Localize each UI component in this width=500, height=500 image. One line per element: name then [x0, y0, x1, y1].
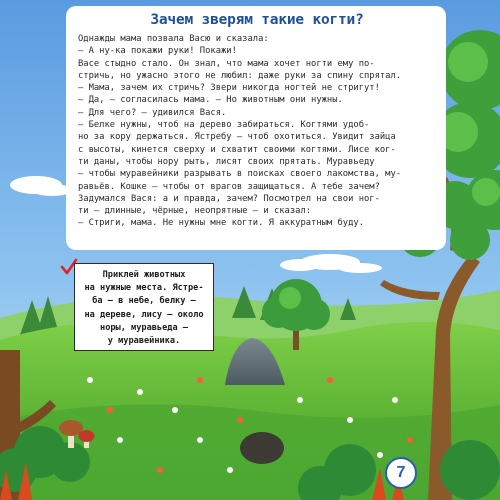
story-line: Задумался Вася: а и правда, зачем? Посмотрел на свои ног-: [78, 193, 380, 204]
task-instruction-box: [74, 263, 214, 351]
task-line: Приклей животных: [102, 270, 186, 280]
story-line: Однажды мама позвала Васю и сказала:: [78, 34, 269, 44]
task-line: у муравейника.: [107, 336, 181, 347]
story-line: — Для чего? — удивился Вася.: [78, 107, 227, 118]
story-line: — чтобы муравейники разрывать в поисках своего лакомства, му-: [78, 169, 402, 180]
story-text: [78, 33, 436, 230]
story-panel: [66, 6, 446, 250]
story-title: Зачем зверям такие когти?: [150, 12, 364, 28]
story-line: но за кору держаться. Ястребу — чтоб охотиться. Увидит зайца: [78, 132, 396, 143]
story-line: — А ну-ка покажи руки! Покажи!: [78, 46, 237, 57]
story-line: стричь, но ужасно этого не любил: даже руки за спину спрятал.: [78, 70, 402, 81]
story-line: Васе стыдно стало. Он знал, что мама хочет ногти ему по-: [78, 58, 375, 69]
story-line: — Белке нужны, чтоб на дерево забираться. Когтями удоб-: [78, 120, 370, 131]
story-line: ти даны, чтобы нору рыть, лисят своих прятать. Муравьеду: [78, 156, 375, 167]
story-line: — Да, — согласилась мама. — Но животным они нужны.: [78, 95, 343, 106]
story-line: — Стриги, мама. Не нужны мне когти. Я аккуратным буду.: [78, 218, 364, 229]
story-line: — Мама, зачем их стричь? Звери никогда ногтей не стригут!: [78, 83, 380, 94]
page-number: 7: [385, 457, 417, 489]
task-line: норы, муравьеда —: [100, 322, 188, 333]
task-line: на дереве, лису — около: [84, 309, 204, 320]
burrow-hole: [240, 432, 284, 464]
task-line: ба — в небе, белку —: [92, 296, 196, 307]
task-line: на нужные места. Ястре-: [84, 283, 204, 294]
story-line: ти — длинные, чёрные, неопрятные — и сказал:: [78, 206, 312, 217]
story-line: с высоты, кинется сверху и схватит своими когтями. Лисе ког-: [78, 144, 396, 155]
story-line: равьёв. Кошке — чтобы от врагов защищаться. А тебе зачем?: [78, 181, 380, 192]
